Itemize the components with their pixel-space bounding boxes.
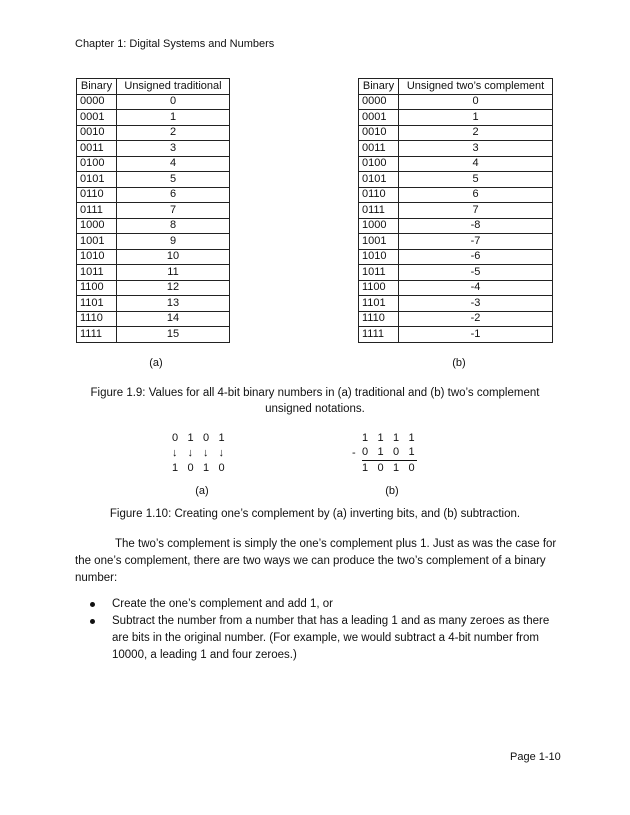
table-row bbox=[359, 110, 553, 126]
traditional-values-table bbox=[76, 78, 230, 343]
value-cell: 9 bbox=[117, 234, 230, 250]
figure-1-10-caption: Figure 1.10: Creating one’s complement by (a) inverting bits, and (b) subtraction. bbox=[109, 508, 521, 520]
value-cell: -6 bbox=[399, 249, 553, 265]
value-cell: 7 bbox=[399, 203, 553, 219]
table-row bbox=[359, 280, 553, 296]
table-header-row bbox=[359, 79, 553, 95]
table-row bbox=[359, 172, 553, 188]
value-cell: -3 bbox=[399, 296, 553, 312]
column-header-binary: Binary bbox=[359, 79, 399, 95]
bit: 1 bbox=[218, 432, 225, 444]
binary-cell: 1111 bbox=[359, 327, 399, 343]
value-cell: 0 bbox=[117, 94, 230, 110]
figure-1-9-caption bbox=[60, 385, 570, 417]
value-cell: 6 bbox=[399, 187, 553, 203]
binary-cell: 0010 bbox=[359, 125, 399, 141]
down-arrow-icon: ↓ bbox=[203, 447, 209, 459]
figure-1-10a-inversion bbox=[172, 431, 234, 476]
bit: 1 bbox=[393, 432, 400, 444]
table-row bbox=[77, 249, 230, 265]
table-row bbox=[359, 327, 553, 343]
inverted-bits bbox=[172, 461, 234, 476]
minus-sign: - bbox=[352, 447, 356, 459]
value-cell: 2 bbox=[117, 125, 230, 141]
bit: 0 bbox=[408, 462, 415, 474]
paragraph-line: the one’s complement, there are two ways we can produce the two’s complement of a binary bbox=[75, 555, 546, 567]
table-row bbox=[359, 311, 553, 327]
value-cell: 7 bbox=[117, 203, 230, 219]
bit: 1 bbox=[362, 432, 369, 444]
methods-bullet-list bbox=[88, 596, 558, 664]
binary-cell: 1101 bbox=[359, 296, 399, 312]
subtrahend-bits bbox=[362, 446, 417, 461]
value-cell: 4 bbox=[399, 156, 553, 172]
binary-cell: 0010 bbox=[77, 125, 117, 141]
table-row bbox=[77, 311, 230, 327]
value-cell: -1 bbox=[399, 327, 553, 343]
down-arrow-icon: ↓ bbox=[172, 447, 178, 459]
table-row bbox=[77, 110, 230, 126]
column-header-value: Unsigned two’s complement bbox=[399, 79, 553, 95]
binary-cell: 0100 bbox=[77, 156, 117, 172]
binary-cell: 0111 bbox=[77, 203, 117, 219]
binary-cell: 0001 bbox=[77, 110, 117, 126]
binary-cell: 0110 bbox=[359, 187, 399, 203]
bullet-item bbox=[88, 613, 558, 664]
bit: 0 bbox=[377, 462, 384, 474]
twos-complement-values-table bbox=[358, 78, 553, 343]
column-header-value: Unsigned traditional bbox=[117, 79, 230, 95]
bit: 1 bbox=[408, 446, 415, 458]
table-header-row bbox=[77, 79, 230, 95]
table-row bbox=[77, 125, 230, 141]
table-row bbox=[77, 234, 230, 250]
binary-cell: 1011 bbox=[77, 265, 117, 281]
bit: 1 bbox=[362, 462, 369, 474]
binary-cell: 0110 bbox=[77, 187, 117, 203]
table-row bbox=[359, 141, 553, 157]
binary-cell: 0000 bbox=[77, 94, 117, 110]
table-row bbox=[359, 234, 553, 250]
chapter-header: Chapter 1: Digital Systems and Numbers bbox=[75, 38, 275, 50]
binary-cell: 1110 bbox=[359, 311, 399, 327]
figure-1-10b-label: (b) bbox=[385, 485, 399, 497]
table-row bbox=[77, 280, 230, 296]
bit: 1 bbox=[187, 432, 194, 444]
binary-cell: 0000 bbox=[359, 94, 399, 110]
value-cell: 10 bbox=[117, 249, 230, 265]
value-cell: 5 bbox=[399, 172, 553, 188]
table-row bbox=[77, 296, 230, 312]
table-row bbox=[77, 141, 230, 157]
bit: 0 bbox=[187, 462, 194, 474]
value-cell: 3 bbox=[117, 141, 230, 157]
table-row bbox=[77, 203, 230, 219]
bullet-item bbox=[88, 596, 558, 613]
body-paragraph bbox=[75, 536, 565, 587]
table-row bbox=[359, 94, 553, 110]
binary-cell: 1010 bbox=[359, 249, 399, 265]
down-arrow-icon: ↓ bbox=[187, 447, 193, 459]
table-row bbox=[359, 265, 553, 281]
binary-cell: 0011 bbox=[359, 141, 399, 157]
bit: 0 bbox=[203, 432, 210, 444]
bit: 0 bbox=[393, 446, 400, 458]
value-cell: 8 bbox=[117, 218, 230, 234]
value-cell: 14 bbox=[117, 311, 230, 327]
binary-cell: 1101 bbox=[77, 296, 117, 312]
table-row bbox=[359, 203, 553, 219]
value-cell: 11 bbox=[117, 265, 230, 281]
binary-cell: 1001 bbox=[77, 234, 117, 250]
bit: 0 bbox=[218, 462, 225, 474]
paragraph-line: number: bbox=[75, 572, 118, 584]
value-cell: 1 bbox=[117, 110, 230, 126]
binary-cell: 1111 bbox=[77, 327, 117, 343]
bullet-line: are bits in the original number. (For example, we would subtract a 4-bit number from bbox=[112, 632, 539, 644]
bit: 1 bbox=[408, 432, 415, 444]
binary-cell: 0001 bbox=[359, 110, 399, 126]
down-arrow-icon: ↓ bbox=[218, 447, 224, 459]
binary-cell: 0111 bbox=[359, 203, 399, 219]
bullet-line: Subtract the number from a number that has a leading 1 and as many zeroes as there bbox=[112, 615, 550, 627]
page-number: Page 1-10 bbox=[510, 751, 561, 763]
table-row bbox=[77, 172, 230, 188]
bit: 0 bbox=[172, 432, 179, 444]
binary-cell: 1100 bbox=[359, 280, 399, 296]
bit: 1 bbox=[203, 462, 210, 474]
value-cell: 3 bbox=[399, 141, 553, 157]
value-cell: 4 bbox=[117, 156, 230, 172]
paragraph-line: The two’s complement is simply the one’s complement plus 1. Just as was the case for bbox=[115, 538, 557, 550]
binary-cell: 1000 bbox=[77, 218, 117, 234]
bullet-line: Create the one’s complement and add 1, or bbox=[112, 598, 333, 610]
column-header-binary: Binary bbox=[77, 79, 117, 95]
binary-cell: 1000 bbox=[359, 218, 399, 234]
binary-cell: 0011 bbox=[77, 141, 117, 157]
subtrahend-row bbox=[352, 446, 424, 461]
minuend-bits bbox=[352, 431, 424, 446]
binary-cell: 1100 bbox=[77, 280, 117, 296]
binary-cell: 0101 bbox=[359, 172, 399, 188]
bullet-icon bbox=[90, 602, 95, 607]
value-cell: 13 bbox=[117, 296, 230, 312]
table-row bbox=[77, 94, 230, 110]
table-row bbox=[359, 187, 553, 203]
binary-cell: 1001 bbox=[359, 234, 399, 250]
figure-1-10b-subtraction bbox=[352, 431, 424, 476]
bit: 1 bbox=[377, 446, 384, 458]
value-cell: 0 bbox=[399, 94, 553, 110]
bit: 0 bbox=[362, 446, 369, 458]
value-cell: 12 bbox=[117, 280, 230, 296]
table-row bbox=[359, 218, 553, 234]
bit: 1 bbox=[377, 432, 384, 444]
table-row bbox=[359, 296, 553, 312]
value-cell: 15 bbox=[117, 327, 230, 343]
table-row bbox=[77, 187, 230, 203]
value-cell: -8 bbox=[399, 218, 553, 234]
table-row bbox=[77, 156, 230, 172]
table-a-label: (a) bbox=[149, 357, 163, 369]
value-cell: 5 bbox=[117, 172, 230, 188]
bit: 1 bbox=[172, 462, 179, 474]
value-cell: -5 bbox=[399, 265, 553, 281]
table-row bbox=[77, 218, 230, 234]
binary-cell: 0100 bbox=[359, 156, 399, 172]
original-bits bbox=[172, 431, 234, 446]
value-cell: -7 bbox=[399, 234, 553, 250]
table-row bbox=[359, 156, 553, 172]
table-row bbox=[77, 327, 230, 343]
bullet-line: 10000, a leading 1 and four zeroes.) bbox=[112, 649, 297, 661]
binary-cell: 1010 bbox=[77, 249, 117, 265]
table-row bbox=[359, 125, 553, 141]
caption-line: Figure 1.9: Values for all 4-bit binary numbers in (a) traditional and (b) two’s complement bbox=[90, 387, 540, 399]
figure-1-10a-label: (a) bbox=[195, 485, 209, 497]
caption-line: unsigned notations. bbox=[265, 403, 365, 415]
value-cell: 6 bbox=[117, 187, 230, 203]
table-b-label: (b) bbox=[452, 357, 466, 369]
table-row bbox=[359, 249, 553, 265]
bit: 1 bbox=[393, 462, 400, 474]
table-row bbox=[77, 265, 230, 281]
result-bits bbox=[352, 461, 424, 476]
value-cell: -2 bbox=[399, 311, 553, 327]
bullet-icon bbox=[90, 619, 95, 624]
binary-cell: 1011 bbox=[359, 265, 399, 281]
invert-arrows bbox=[172, 446, 234, 461]
binary-cell: 0101 bbox=[77, 172, 117, 188]
value-cell: 2 bbox=[399, 125, 553, 141]
value-cell: -4 bbox=[399, 280, 553, 296]
binary-cell: 1110 bbox=[77, 311, 117, 327]
value-cell: 1 bbox=[399, 110, 553, 126]
